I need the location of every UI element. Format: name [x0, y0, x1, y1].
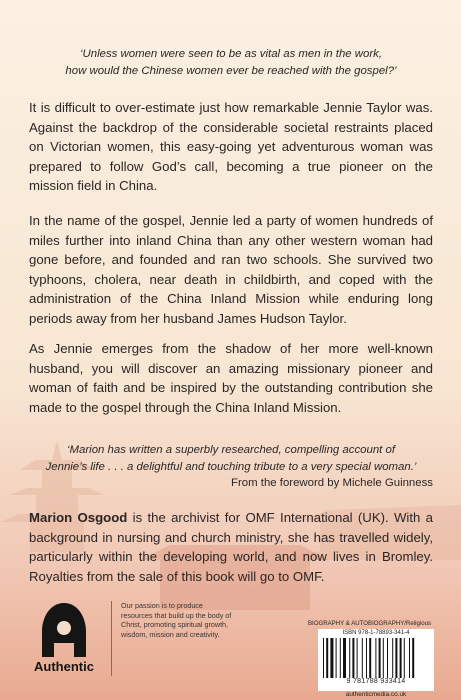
barcode-box [318, 629, 434, 691]
opening-quote: ‘Unless women were seen to be as vital as men in the work, how would the Chinese women ever be reached with the gospel?’ [65, 48, 397, 77]
paragraph-3: As Jennie emerges from the shadow of her more well-known husband, you will discover an amazing missionary pioneer and woman of faith and be inspired by the outstanding contribution she made to the gospel through the China Inland Mission. [29, 341, 433, 415]
book-category: BIOGRAPHY & AUTOBIOGRAPHY/Religious [307, 620, 432, 627]
publisher-url: authenticmedia.co.uk [345, 691, 407, 698]
endorsement [29, 442, 433, 492]
paragraph-1: It is difficult to over-estimate just how remarkable Jennie Taylor was. Against the backdrop of the considerable societal restraints placed on Victorian women, this easy-going yet adventurous woman was prepared to follow God’s call, becoming a true pioneer on the mission field in China. [29, 100, 433, 194]
author-bio-text: is the archivist for OMF International (UK). With a background in nursing and church ministry, she has travelled widely, particularly within the developing world, and now lives in Bromley. Royalties from the sale of this book will go to OMF. [29, 510, 433, 584]
paragraph-2: In the name of the gospel, Jennie led a party of women hundreds of miles further into inland China than any other western woman had gone before, and founded and ran two schools. She survived two typhoons, cholera, near death in childbirth, and coped with the administration of the China Inland Mission while enduring long periods away from her husband James Hudson Taylor. [29, 213, 433, 326]
publisher-tagline: Our passion is to produce resources that build up the body of Christ, promoting spiritual growth, wisdom, mission and creativity. [121, 601, 232, 640]
endorsement-source: From the foreword by Michele Guinness [231, 477, 433, 489]
logo-divider [111, 601, 112, 676]
publisher-name: Authentic [34, 659, 94, 674]
barcode-number: 9 781788 933414 [346, 678, 406, 685]
author-name: Marion Osgood [29, 510, 128, 525]
endorsement-quote: ‘Marion has written a superbly researched, compelling account of Jennie’s life . . . a delightful and touching tribute to a very special woman.’ [45, 444, 417, 473]
author-bio [29, 508, 433, 586]
barcode-icon [320, 638, 432, 678]
isbn-label: ISBN 978-1-78893-341-4 [342, 630, 410, 636]
